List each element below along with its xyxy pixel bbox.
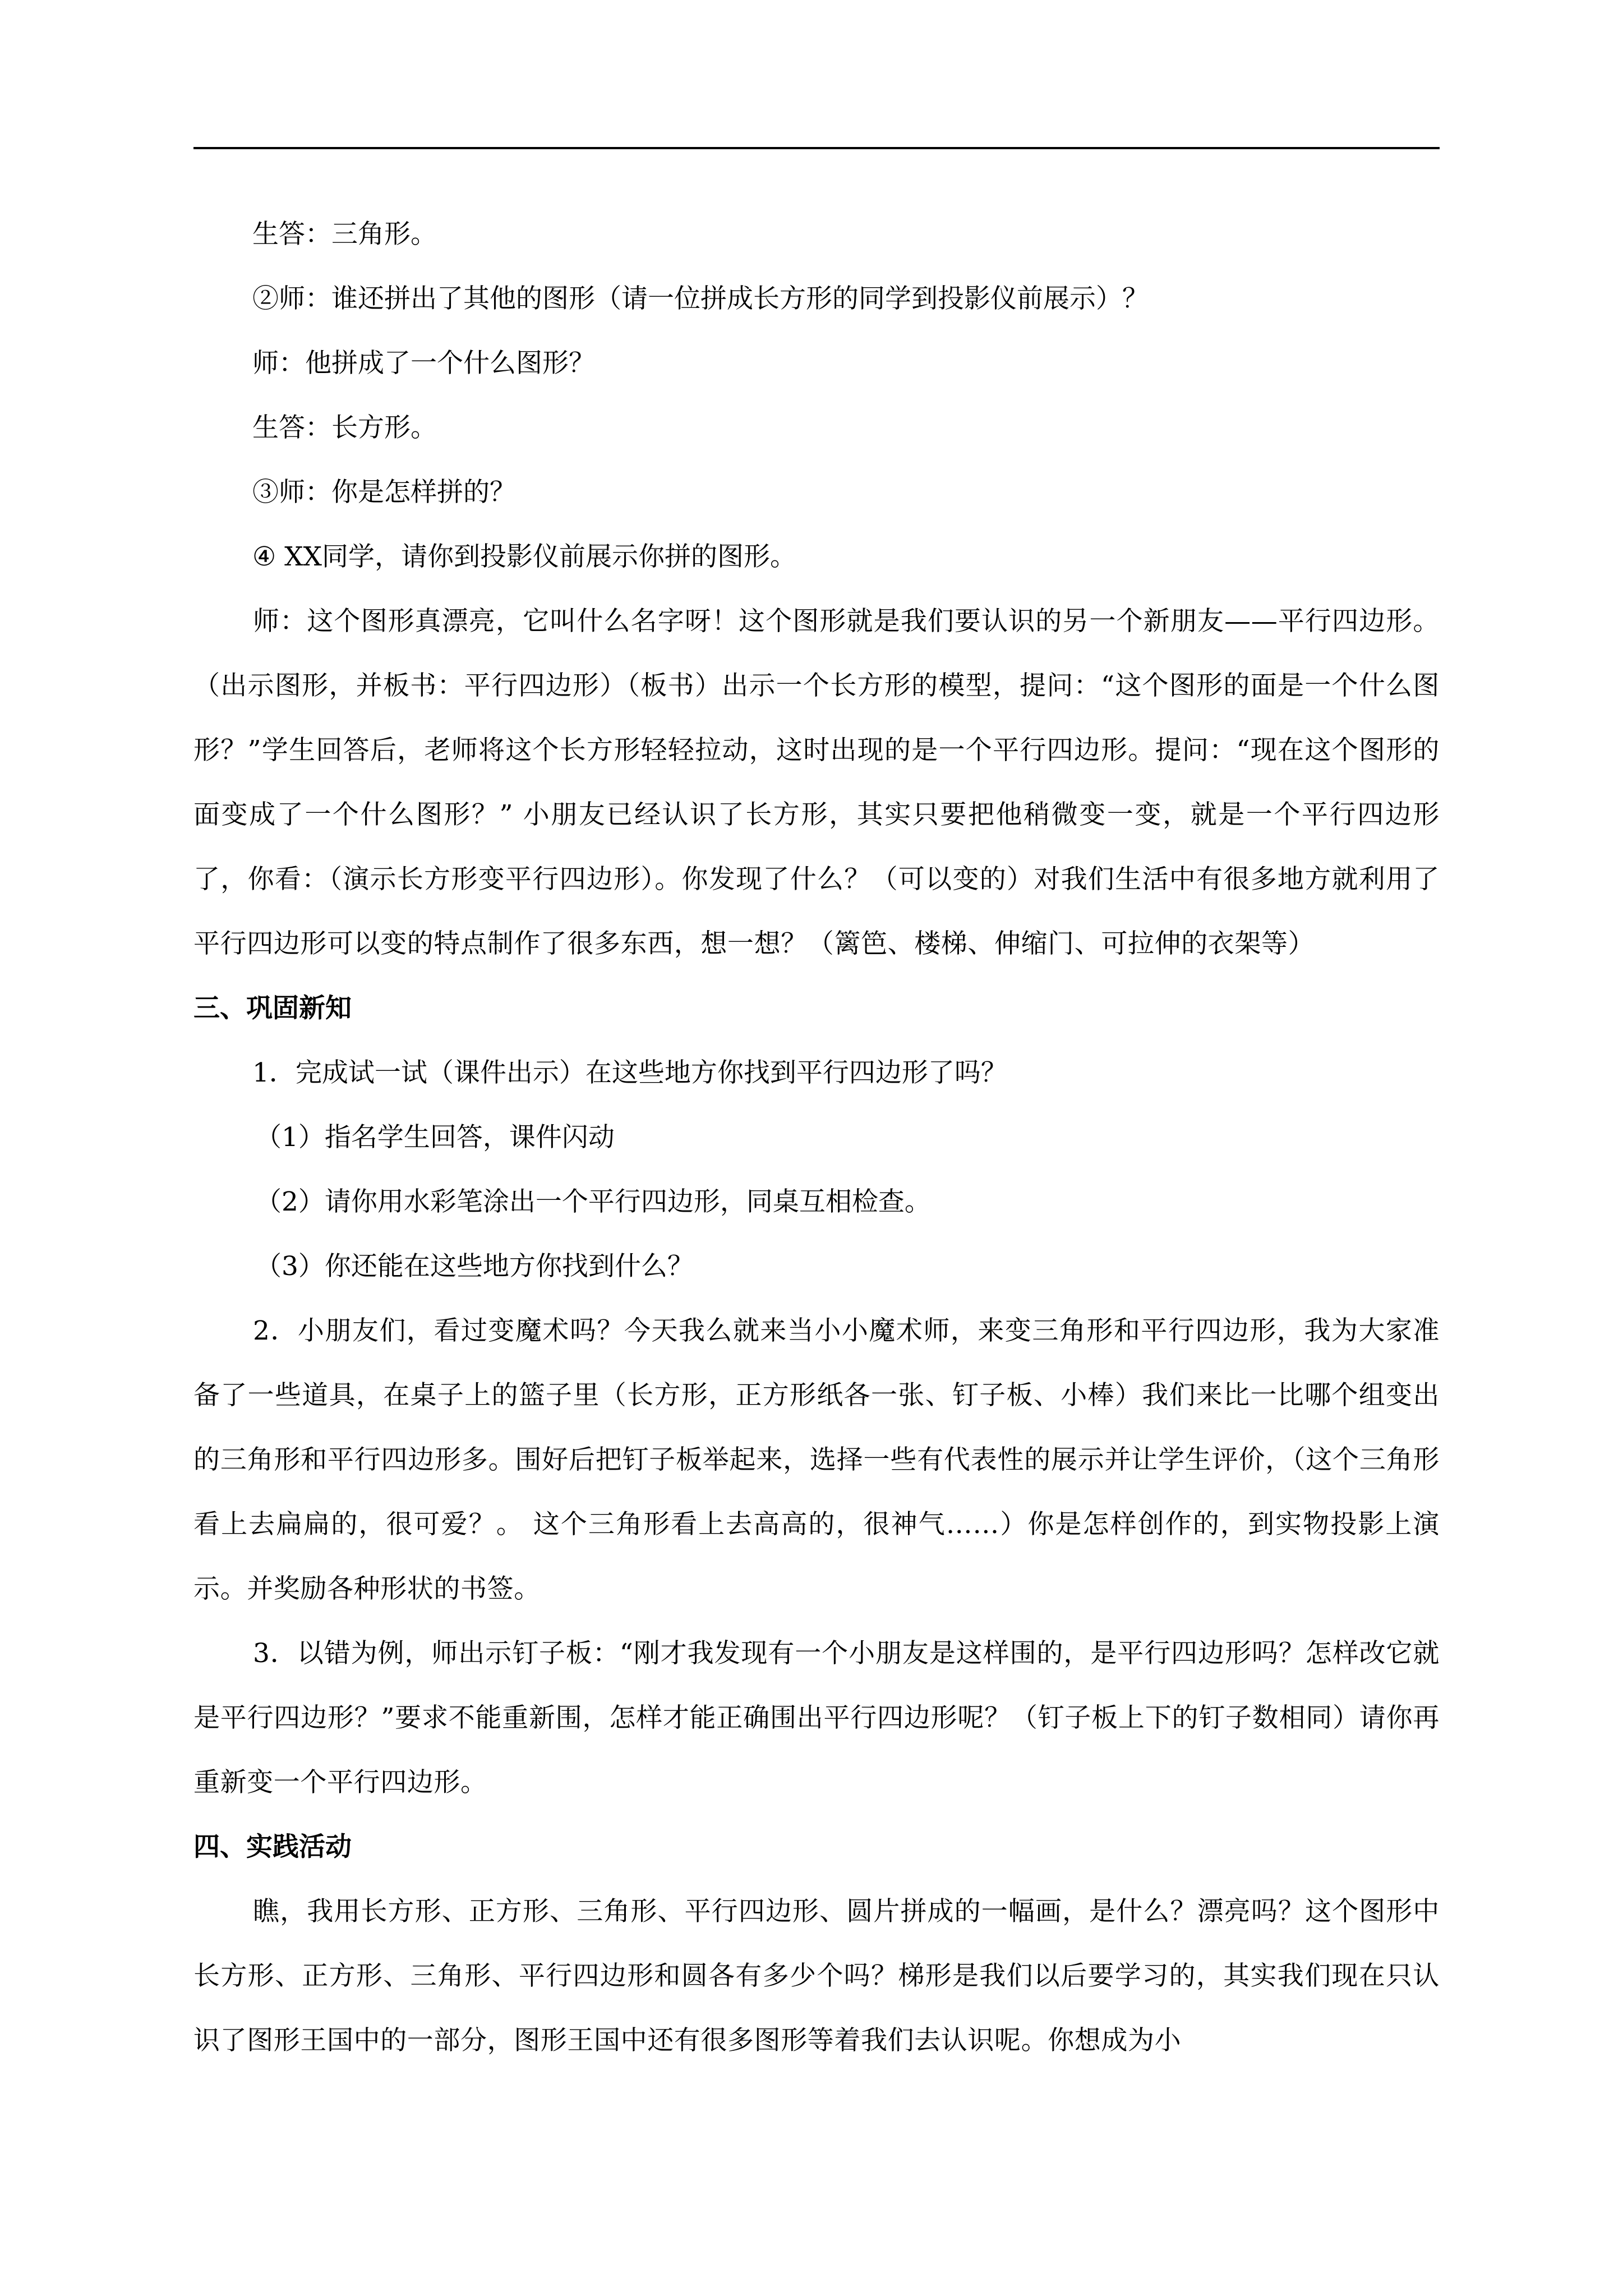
section4-paragraph: 瞧，我用长方形、正方形、三角形、平行四边形、圆片拼成的一幅画，是什么？漂亮吗？这个图形中长方形、正方形、三角形、平行四边形和圆各有多少个吗？梯形是我们以后要学习的，其实我们现在只认识了图形王国中的一部分，图形王国中还有很多图形等着我们去认识呢。你想成为小 bbox=[193, 1896, 1440, 2056]
line-teacher-question-shape: 师：他拼成了一个什么图形？ bbox=[252, 348, 595, 379]
section3-sub-2: （2）请你用水彩笔涂出一个平行四边形，同桌互相检查。 bbox=[255, 1186, 931, 1217]
section3-sub-1: （1）指名学生回答，课件闪动 bbox=[255, 1122, 615, 1153]
paragraph-teacher-parallelogram: 师：这个图形真漂亮，它叫什么名字呀！这个图形就是我们要认识的另一个新朋友——平行四边形。（出示图形，并板书：平行四边形）（板书）出示一个长方形的模型，提问：“这个图形的面是一个什么图形？”学生回答后，老师将这个长方形轻轻拉动，这时出现的是一个平行四边形。提问：“现在这个图形的面变成了一个什么图形？” 小朋友已经认识了长方形，其实只要把他稍微变一变，就是一个平行四边形了，你看：（演示长方形变平行四边形）。你发现了什么？（可以变的）对我们生活中有很多地方就利用了平行四边形可以变的特点制作了很多东西，想一想？（篱笆、楼梯、伸缩门、可拉伸的衣架等） bbox=[193, 606, 1440, 959]
line-teacher-question-3: ③师：你是怎样拼的？ bbox=[252, 477, 516, 508]
section3-sub-3: （3）你还能在这些地方你找到什么？ bbox=[255, 1251, 694, 1282]
line-teacher-question-2: ②师：谁还拼出了其他的图形（请一位拼成长方形的同学到投影仪前展示）？ bbox=[252, 283, 1149, 314]
section-heading-practice: 四、实践活动 bbox=[193, 1832, 352, 1862]
section3-item-2: 2．小朋友们，看过变魔术吗？今天我么就来当小小魔术师，来变三角形和平行四边形，我为大家准备了一些道具，在桌子上的篮子里（长方形，正方形纸各一张、钉子板、小棒）我们来比一比哪个组变出的三角形和平行四边形多。围好后把钉子板举起来，选择一些有代表性的展示并让学生评价，（这个三角形看上去扁扁的，很可爱？。 这个三角形看上去高高的，很神气……）你是怎样创作的，到实物投影上演示。并奖励各种形状的书签。 bbox=[193, 1315, 1440, 1604]
line-student-answer-triangle: 生答：三角形。 bbox=[252, 219, 437, 250]
section-heading-consolidate: 三、巩固新知 bbox=[193, 993, 352, 1024]
line-student-answer-rectangle: 生答：长方形。 bbox=[252, 412, 437, 443]
header-rule bbox=[193, 147, 1440, 149]
document-body bbox=[193, 202, 1440, 2073]
section3-item-3: 3．以错为例，师出示钉子板：“刚才我发现有一个小朋友是这样围的，是平行四边形吗？怎样改它就是平行四边形？”要求不能重新围，怎样才能正确围出平行四边形呢？（钉子板上下的钉子数相同）请你再重新变一个平行四边形。 bbox=[193, 1638, 1440, 1798]
line-item-4: ④ XX同学，请你到投影仪前展示你拼的图形。 bbox=[252, 541, 796, 572]
section3-item-1: 1．完成试一试（课件出示）在这些地方你找到平行四边形了吗？ bbox=[252, 1057, 1007, 1088]
